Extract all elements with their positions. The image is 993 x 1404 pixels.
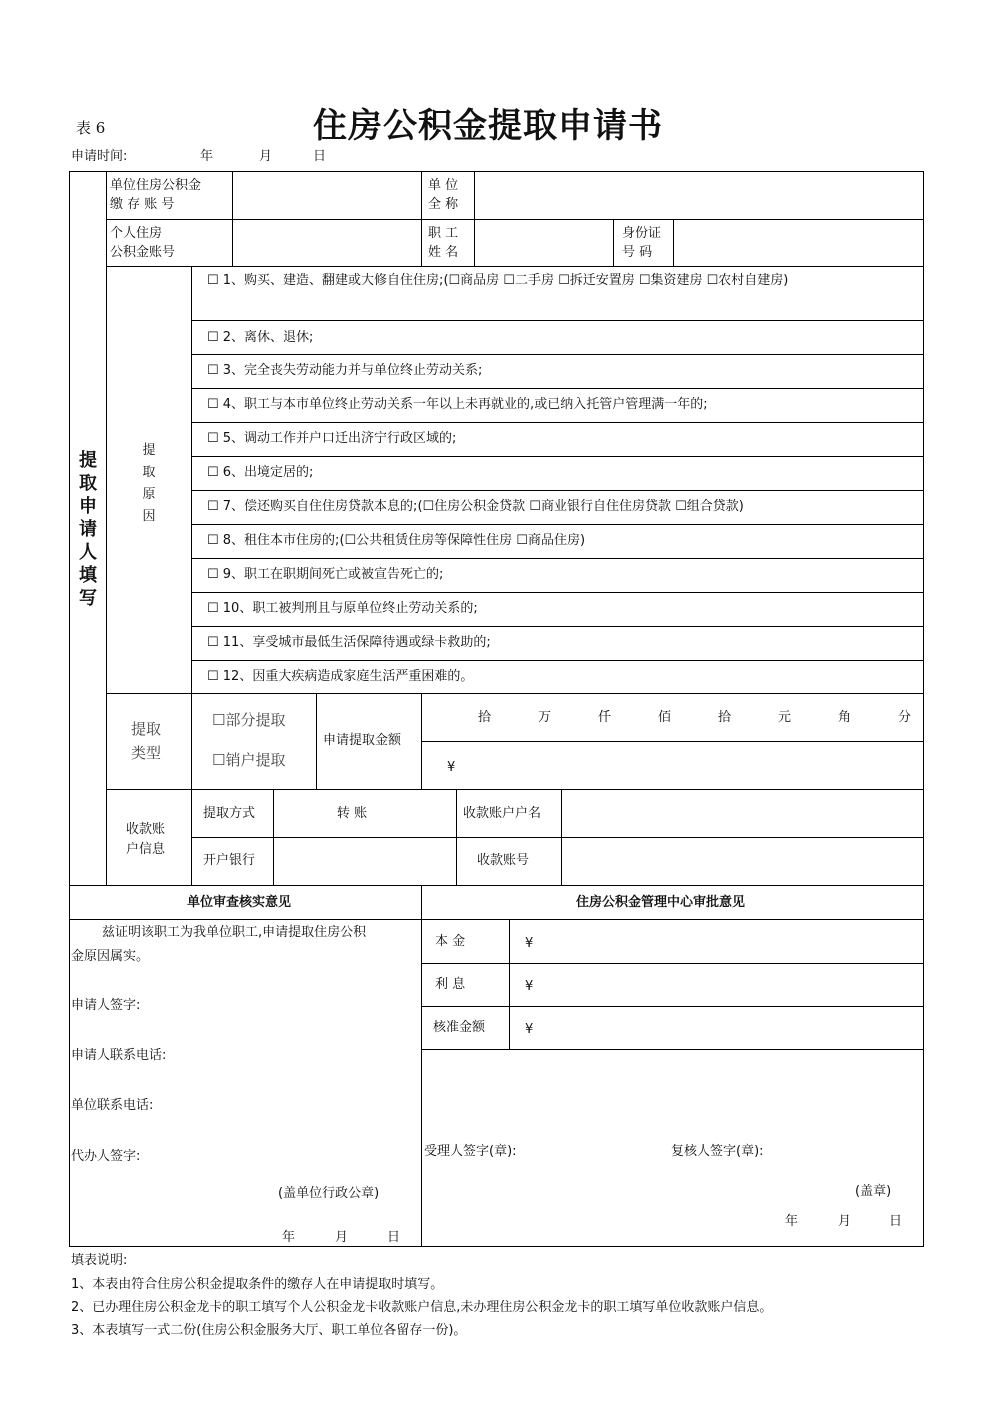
reason-item-1[interactable]: ☐ 1、购买、建造、翻建或大修自住住房;(☐商品房 ☐二手房 ☐拆迁安置房 ☐集资建房 ☐农村自建房) [207, 273, 789, 288]
apply-month-label: 月 [259, 149, 273, 164]
page-title: 住房公积金提取申请书 [313, 106, 663, 146]
center-review-heading: 住房公积金管理中心审批意见 [576, 895, 746, 910]
applicant-phone-label: 申请人联系电话: [71, 1048, 167, 1063]
form-number: 表 6 [76, 119, 106, 137]
agent-signature-label: 代办人签字: [71, 1149, 141, 1164]
unit-review-heading: 单位审查核实意见 [187, 895, 292, 910]
unit-account-label: 单位住房公积金 缴 存 账 号 [110, 178, 202, 212]
unit-account-field[interactable] [233, 172, 421, 219]
approved-amount-field[interactable] [540, 1007, 923, 1049]
amount-unit-shi: 拾 [718, 710, 732, 725]
personal-account-field[interactable] [233, 220, 421, 266]
partial-withdraw-option[interactable]: ☐部分提取 [212, 711, 286, 729]
reason-item-3[interactable]: ☐ 3、完全丧失劳动能力并与单位终止劳动关系; [207, 363, 483, 378]
center-month-label: 月 [838, 1214, 852, 1229]
interest-currency: ¥ [525, 979, 534, 994]
reason-item-10[interactable]: ☐ 10、职工被判刑且与原单位终止劳动关系的; [207, 601, 478, 616]
center-year-label: 年 [785, 1214, 799, 1229]
payee-info-label: 收款账 户信息 [126, 822, 166, 857]
reason-item-5[interactable]: ☐ 5、调动工作并户口迁出济宁行政区域的; [207, 431, 457, 446]
id-number-label: 身份证 号 码 [622, 226, 662, 260]
method-value: 转 账 [337, 806, 368, 821]
amount-unit-qian: 仟 [598, 710, 612, 725]
account-name-field[interactable] [562, 790, 923, 837]
method-label: 提取方式 [203, 806, 256, 821]
unit-seal-label: (盖单位行政公章) [278, 1186, 380, 1201]
amount-unit-jiao: 角 [838, 710, 852, 725]
unit-day-label: 日 [387, 1230, 401, 1245]
employee-name-label: 职 工 姓 名 [428, 226, 459, 260]
account-name-label: 收款账户户名 [463, 806, 542, 821]
amount-unit-wan: 万 [538, 710, 552, 725]
reviewer-signature-label: 复核人签字(章): [671, 1144, 764, 1159]
id-number-field[interactable] [674, 220, 923, 266]
account-number-field[interactable] [562, 838, 923, 885]
reason-item-6[interactable]: ☐ 6、出境定居的; [207, 465, 314, 480]
note-item-2: 2、已办理住房公积金龙卡的职工填写个人公积金龙卡收款账户信息,未办理住房公积金龙卡的职工填写单位收款账户信息。 [71, 1300, 773, 1315]
amount-unit-shi-wan: 拾 [478, 710, 492, 725]
reason-label: 提取原因 [142, 443, 156, 524]
unit-month-label: 月 [335, 1230, 349, 1245]
unit-name-field[interactable] [475, 172, 923, 219]
center-day-label: 日 [889, 1214, 903, 1229]
unit-phone-label: 单位联系电话: [71, 1098, 154, 1113]
amount-label: 申请提取金额 [323, 733, 402, 748]
bank-label: 开户银行 [203, 853, 256, 868]
unit-statement-line1: 兹证明该职工为我单位职工,申请提取住房公积 [102, 925, 367, 940]
amount-unit-yuan: 元 [778, 710, 792, 725]
interest-field[interactable] [540, 964, 923, 1006]
reason-item-11[interactable]: ☐ 11、享受城市最低生活保障待遇或绿卡救助的; [207, 635, 491, 650]
principal-currency: ¥ [525, 936, 534, 951]
account-number-label: 收款账号 [477, 853, 530, 868]
apply-year-label: 年 [200, 149, 214, 164]
close-account-option[interactable]: ☐销户提取 [212, 751, 286, 769]
amount-unit-fen: 分 [898, 710, 912, 725]
applicant-section-label: 提取申请人填写 [79, 450, 97, 609]
note-item-3: 3、本表填写一式二份(住房公积金服务大厅、职工单位各留存一份)。 [71, 1323, 467, 1338]
approved-currency: ¥ [525, 1022, 534, 1037]
unit-statement-line2: 金原因属实。 [71, 949, 150, 964]
withdraw-type-label: 提取 类型 [131, 720, 162, 762]
amount-unit-bai: 佰 [658, 710, 672, 725]
notes-title: 填表说明: [71, 1253, 128, 1268]
personal-account-label: 个人住房 公积金账号 [110, 226, 176, 260]
interest-label: 利 息 [435, 977, 466, 992]
unit-year-label: 年 [282, 1230, 296, 1245]
employee-name-field[interactable] [475, 220, 613, 266]
apply-day-label: 日 [313, 149, 327, 164]
reason-item-2[interactable]: ☐ 2、离休、退休; [207, 330, 314, 345]
center-seal-label: (盖章) [855, 1184, 892, 1199]
reason-item-8[interactable]: ☐ 8、租住本市住房的;(☐公共租赁住房等保障性住房 ☐商品住房) [207, 533, 586, 548]
receiver-signature-label: 受理人签字(章): [424, 1144, 517, 1159]
principal-field[interactable] [540, 920, 923, 963]
reason-item-12[interactable]: ☐ 12、因重大疾病造成家庭生活严重困难的。 [207, 669, 474, 684]
amount-currency-symbol: ¥ [447, 760, 456, 775]
note-item-1: 1、本表由符合住房公积金提取条件的缴存人在申请提取时填写。 [71, 1277, 444, 1292]
reason-item-7[interactable]: ☐ 7、偿还购买自住住房贷款本息的;(☐住房公积金贷款 ☐商业银行自住住房贷款 ☐组合贷款) [207, 499, 744, 514]
reason-item-4[interactable]: ☐ 4、职工与本市单位终止劳动关系一年以上未再就业的,或已纳入托管户管理满一年的; [207, 397, 708, 412]
approved-amount-label: 核准金额 [433, 1020, 486, 1035]
applicant-signature-label: 申请人签字: [71, 998, 141, 1013]
amount-field[interactable] [462, 742, 923, 788]
bank-field[interactable] [274, 838, 456, 885]
principal-label: 本 金 [435, 934, 466, 949]
reason-item-9[interactable]: ☐ 9、职工在职期间死亡或被宣告死亡的; [207, 567, 444, 582]
unit-name-label: 单 位 全 称 [428, 178, 459, 212]
apply-time-label: 申请时间: [71, 149, 128, 164]
